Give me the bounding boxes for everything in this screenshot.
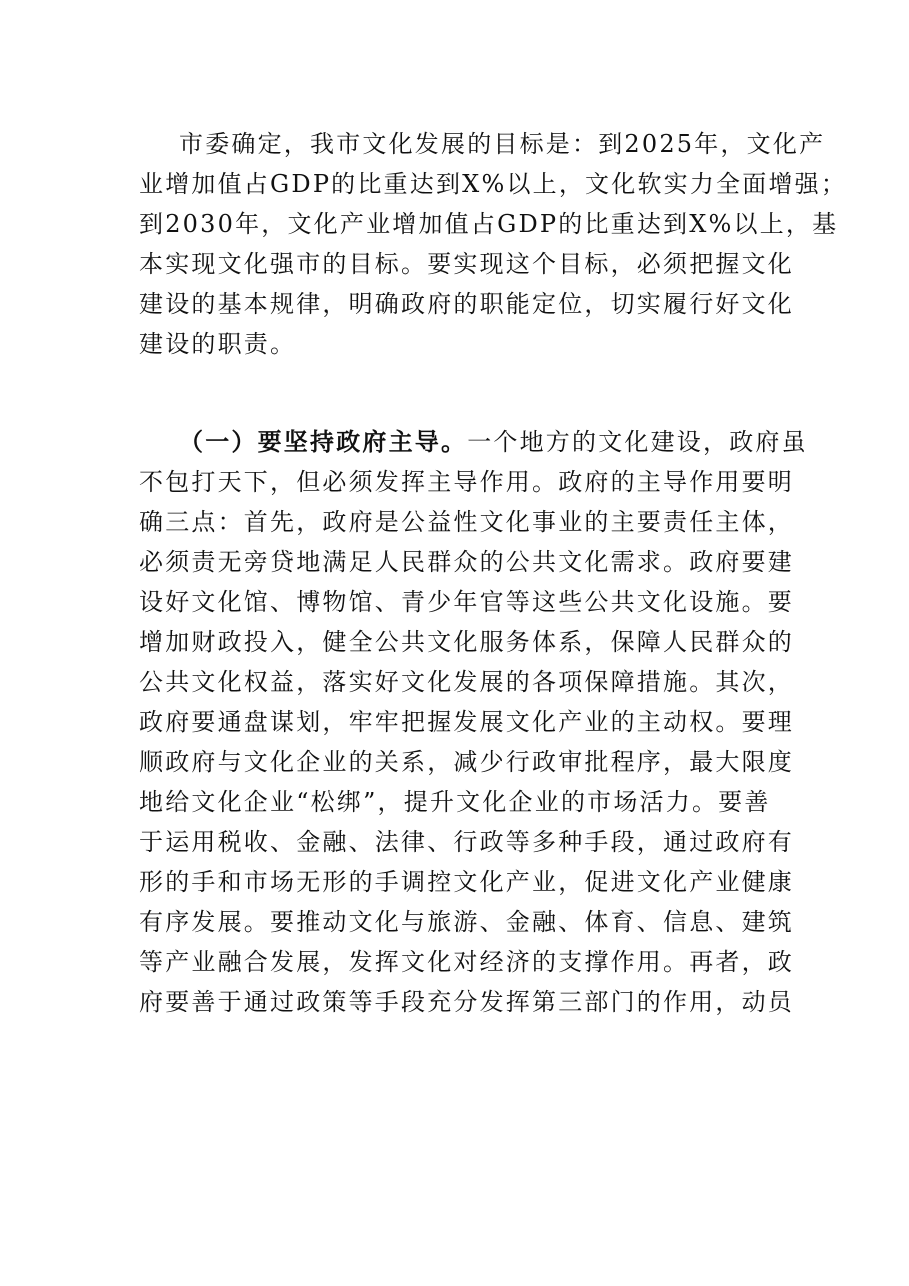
paragraph-line: 市委确定，我市文化发展的目标是：到2025年，文化产 [179,130,826,158]
paragraph-line: 建设的基本规律，明确政府的职能定位，切实履行好文化 [139,290,794,318]
paragraph-government-leading [139,422,808,1022]
paragraph-line: 本实现文化强市的目标。要实现这个目标，必须把握文化 [139,250,794,278]
paragraph-line: 有序发展。要推动文化与旅游、金融、体育、信息、建筑 [139,908,794,936]
paragraph-line: 增加财政投入，健全公共文化服务体系，保障人民群众的 [139,628,794,656]
paragraph-line: 地给文化企业“松绑”，提升文化企业的市场活力。要善 [139,788,771,816]
paragraph-line: 政府要通盘谋划，牢牢把握发展文化产业的主动权。要理 [139,708,794,736]
paragraph-line: 等产业融合发展，发挥文化对经济的支撑作用。再者，政 [139,948,794,976]
paragraph-line: 不包打天下，但必须发挥主导作用。政府的主导作用要明 [139,468,794,496]
heading-line-rest: 一个地方的文化建设，政府虽 [467,428,808,456]
paragraph-line: 形的手和市场无形的手调控文化产业，促进文化产业健康 [139,868,794,896]
paragraph-line: 设好文化馆、博物馆、青少年官等这些公共文化设施。要 [139,588,794,616]
paragraph-line: 府要善于通过政策等手段充分发挥第三部门的作用，动员 [139,988,794,1016]
paragraph-line: 必须责无旁贷地满足人民群众的公共文化需求。政府要建 [139,548,794,576]
paragraph-line: 公共文化权益，落实好文化发展的各项保障措施。其次， [139,668,794,696]
paragraph-line: 业增加值占GDP的比重达到X%以上，文化软实力全面增强； [139,170,848,198]
paragraph-line: 确三点：首先，政府是公益性文化事业的主要责任主体， [139,508,794,536]
paragraph-line: 建设的职责。 [139,330,297,358]
paragraph-goals [139,124,848,364]
paragraph-line: 于运用税收、金融、法律、行政等多种手段，通过政府有 [139,828,794,856]
paragraph-line: 顺政府与文化企业的关系，减少行政审批程序，最大限度 [139,748,794,776]
section-heading: （一）要坚持政府主导。 [179,428,468,456]
paragraph-line: 到2030年，文化产业增加值占GDP的比重达到X%以上，基 [139,210,839,238]
paragraph-first-line [139,422,808,462]
